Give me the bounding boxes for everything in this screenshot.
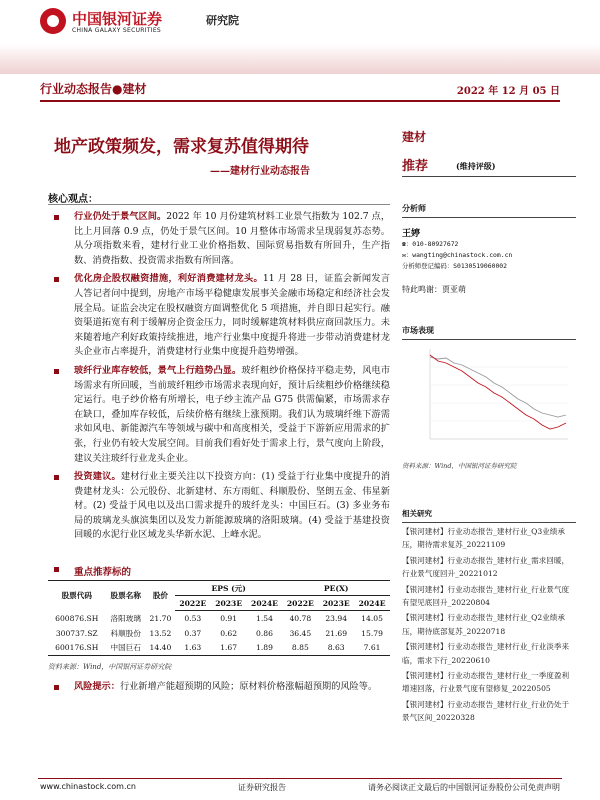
rating-row [402, 155, 576, 177]
cell-value: 8.63 [318, 641, 354, 656]
risk-bullet: 风险提示：行业新增产能超预期的风险；原材料价格涨幅超预期的风险等。 [48, 680, 390, 695]
analyst-cert: 分析师登记编码：S0130519060002 [402, 262, 507, 270]
cell-value: 1.54 [256, 613, 273, 623]
analyst-section-label: 分析师 [402, 203, 576, 218]
col-pe: PE(X) [282, 581, 390, 596]
cell-value: 0.62 [220, 628, 238, 638]
series-line-market [430, 357, 566, 417]
table-row [48, 626, 390, 641]
col-price: 股价 [146, 581, 175, 611]
related-report-link[interactable]: 【银河建材】行业动态报告_建材行业_行业景气度有望见底回升_20220804 [402, 584, 570, 608]
col-year: 2022E [175, 596, 211, 611]
cell-value: 15.79 [361, 628, 383, 638]
col-year: 2023E [318, 596, 354, 611]
cell-value: 0.37 [184, 628, 202, 638]
cell-value: 8.85 [282, 641, 318, 656]
cell-value: 36.45 [289, 628, 312, 638]
footer-disclaimer: 请务必阅读正文最后的中国银河证券股份公司免责声明 [368, 783, 560, 792]
cell-code: 600176.SH [48, 641, 106, 656]
bullet-glass-fiber: 玻纤行业库存较低，景气上行趋势凸显。玻纤粗纱价格保持平稳走势，风电市场需求有所回暖，当前玻纤粗纱市场需求表现向好，预计后续粗纱价格继续稳定运行。电子纱价格有所增长，电子纱主流产品 G75 供需偏紧，市场需求存在缺口，叠加库存较低，后续价格有继续上涨预期。我们认为玻璃纤维下游需求如风电、新能源汽车等领域与碳中和高度相关，受益于下游新应用需求的扩张，行业仍有较大发展空间。目前我们看好处于需求上行，景气度向上阶段，建议关注玻纤行业龙头企业。 [48, 364, 390, 466]
chart-gridlines [430, 367, 568, 421]
cell-value: 0.91 [220, 613, 238, 623]
page-title: 地产政策频发，需求复苏值得期待 [54, 137, 309, 157]
cell-name: 洛阳玻璃 [110, 613, 141, 623]
related-report-link[interactable]: 【银河建材】行业动态报告_建材行业_行业淡季来临，需求下行_20220610 [402, 642, 570, 665]
report-date: 2022 年 12 月 05 日 [456, 86, 560, 97]
report-type: 行业动态报告●建材 [40, 82, 147, 96]
cell-value: 1.89 [247, 641, 283, 656]
core-viewpoint-label: 核心观点： [48, 194, 98, 205]
cell-price: 14.40 [146, 641, 175, 656]
table-source: 资料来源：Wind，中国银河证券研究院 [48, 663, 172, 671]
cell-code: 300737.SZ [55, 628, 98, 638]
cell-price: 21.70 [149, 613, 172, 623]
sidebar [402, 128, 576, 725]
header-band [0, 44, 600, 74]
brand-name-cn: 中国银河证券 [72, 10, 163, 28]
page-subtitle: ——建材行业动态报告 [210, 166, 310, 177]
related-report-link[interactable]: 【银河建材】行业动态报告_建材行业_需求回暖，行业景气度回升_20221012 [402, 555, 570, 579]
recommend-label: 重点推荐标的 [74, 567, 132, 578]
cell-code: 600876.SH [55, 613, 99, 623]
institute-name: 研究院 [206, 14, 239, 27]
analyst-phone: ☎：010-80927672 [402, 240, 459, 248]
related-research-label: 相关研究 [402, 508, 576, 523]
footer-website[interactable]: www.chinastock.com.cn [40, 782, 136, 791]
related-report-link[interactable]: 【银河建材】行业动态报告_建材行业_一季度盈利增速回落，行业景气度有望修复_20220505 [402, 671, 570, 694]
galaxy-logo-icon [40, 8, 66, 34]
rating-label: 推荐 [402, 159, 429, 174]
core-bullets [48, 210, 390, 547]
bullet-investment-advice: 投资建议。建材行业主要关注以下投资方向：(1) 受益于行业集中度提升的消费建材龙头：公元股份、北新建材、东方雨虹、科顺股份、坚朗五金、伟星新材。(2) 受益于风电以及出口需求提升的玻纤龙头：中国巨石。(3) 多业务布局的玻璃龙头旗滨集团以及发力新能源玻璃的洛阳玻璃。(4) 受益于基建投资回暖的水泥行业区域龙头华新水泥、上峰水泥。 [48, 470, 390, 543]
risk-warning [48, 680, 390, 699]
bullet-marker [54, 567, 59, 572]
cell-value: 1.63 [175, 641, 211, 656]
bullet-industry-boom: 行业仍处于景气区间。2022 年 10 月份建筑材料工业景气指数为 102.7 点，比上月回落 0.9 点，仍处于景气区间。10 月整体市场需求呈现弱复苏态势。从分项指数来看，建材行业工业价格指数、国际贸易指数有所回升，生产指数、消费指数、投资需求指数有所回落。 [48, 210, 390, 268]
col-year: 2024E [354, 596, 390, 611]
market-performance-label: 市场表现 [402, 325, 576, 340]
chart-source: 资料来源：Wind，中国银河证券研究院 [402, 462, 517, 470]
cell-value: 1.67 [211, 641, 247, 656]
footer-divider [38, 778, 562, 779]
table-row [48, 611, 390, 626]
cell-value: 21.69 [325, 628, 348, 638]
analyst-email[interactable]: ✉：wangting@chinastock.com.cn [402, 251, 513, 259]
col-year: 2022E [282, 596, 318, 611]
related-report-link[interactable]: 【银河建材】行业动态报告_建材行业_Q3业绩承压，期待需求复苏_20221109 [402, 527, 565, 550]
divider [48, 204, 390, 205]
rating-note: (维持评级) [456, 161, 496, 171]
footer-doc-type: 证券研究报告 [238, 783, 286, 792]
cell-value: 0.86 [256, 628, 273, 638]
col-year: 2024E [247, 596, 283, 611]
series-line-sector [430, 355, 566, 429]
cell-price: 13.52 [149, 628, 172, 638]
report-header [40, 78, 560, 102]
brand-name-en: CHINA GALAXY SECURITIES [72, 27, 162, 34]
cell-value: 40.78 [289, 613, 312, 623]
related-report-link[interactable]: 【银河建材】行业动态报告_建材行业_行业仍处于景气区间_20220328 [402, 699, 570, 723]
bullet-financing-policy: 优化房企股权融资措施，利好消费建材龙头。11 月 28 日，证监会新闻发言人答记者问中提到，房地产市场平稳健康发展事关金融市场稳定和经济社会发展全局。证监会决定在股权融资方面调整优化 5 项措施，并自即日起实行。融资渠道拓宽有利于缓解房企资金压力，同时缓解建筑材料供应商回款压力。未来随着地产利好政策持续推进，地产行业集中度提升将进一步带动消费建材龙头企业市占率提升，消费建材行业集中度提升趋势增强。 [48, 272, 390, 360]
col-name: 股票名称 [106, 581, 146, 611]
table-row [48, 641, 390, 656]
cell-name: 中国巨石 [106, 641, 146, 656]
acknowledgement: 特此鸣谢：贾亚萌 [402, 285, 466, 294]
cell-value: 7.61 [354, 641, 390, 656]
cell-value: 23.94 [325, 613, 348, 623]
cell-name: 科顺股份 [110, 628, 141, 638]
cell-value: 14.05 [361, 613, 383, 623]
chart-axes [430, 349, 568, 439]
related-report-link[interactable]: 【银河建材】行业动态报告_建材行业_Q2业绩承压，期待底部复苏_20220718 [402, 613, 565, 636]
market-performance-chart [402, 343, 572, 455]
recommend-table [48, 580, 390, 656]
col-year: 2023E [211, 596, 247, 611]
col-code: 股票代码 [48, 581, 106, 611]
sector-label: 建材 [402, 130, 427, 144]
col-eps: EPS (元) [175, 581, 283, 596]
analyst-name: 王婷 [402, 229, 421, 239]
cell-value: 0.53 [184, 613, 202, 623]
